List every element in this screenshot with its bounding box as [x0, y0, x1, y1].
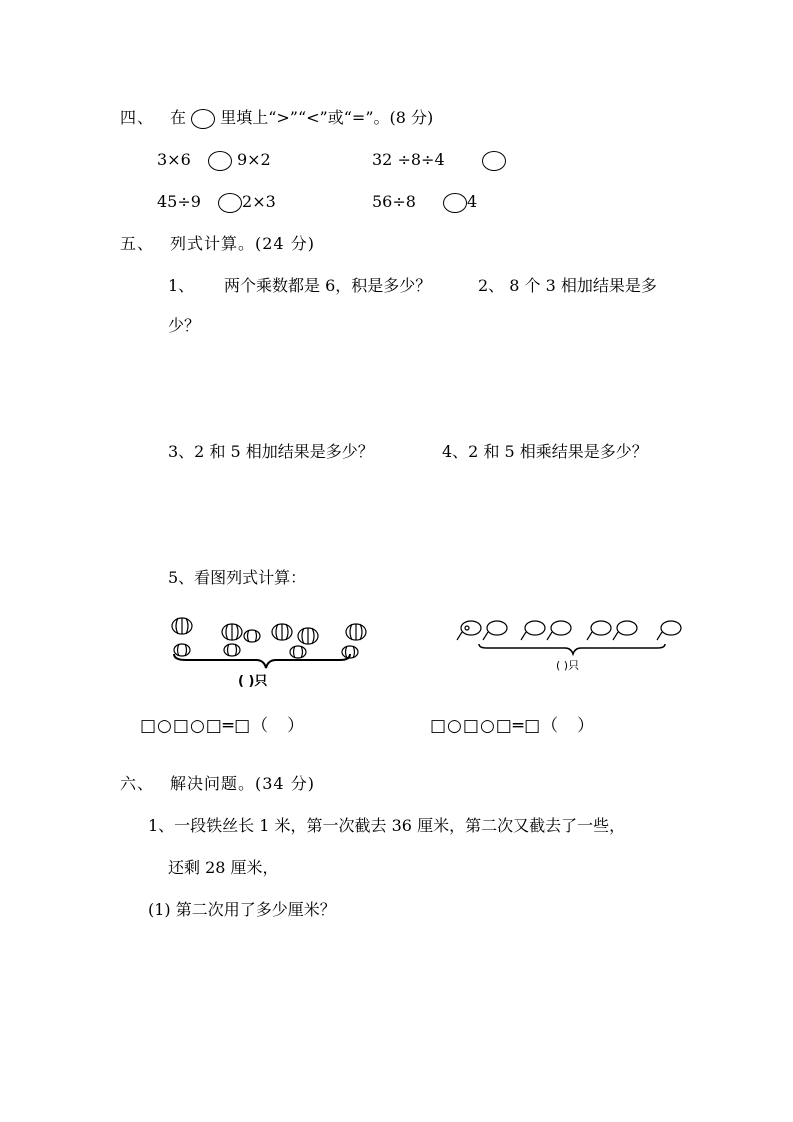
question-3-text: 3、2 和 5 相加结果是多少？	[168, 442, 374, 461]
problem-1-line-1: 1、一段铁丝长 1 米，第一次截去 36 厘米，第二次又截去了一些，	[148, 816, 626, 835]
compare-item-4-left: 56÷8	[372, 192, 416, 211]
left-equation: □○□○□═□（ ）	[140, 716, 306, 736]
section-5-title: 列式计算。(24 分)	[170, 234, 315, 253]
question-1-number: 1、	[168, 276, 195, 295]
section-4-title-post: 里填上“>”“<”或“=”。(8 分)	[220, 108, 434, 127]
question-4-text: 4、2 和 5 相乘结果是多少？	[442, 442, 648, 461]
compare-circle-3[interactable]	[218, 193, 242, 213]
compare-row-2-left	[157, 192, 276, 213]
pumpkin-icon	[172, 618, 366, 658]
right-count-label: ( )只	[556, 659, 580, 672]
paddle-icon	[457, 621, 681, 640]
compare-circle-1[interactable]	[208, 151, 232, 171]
section-5-number: 五、	[120, 234, 155, 253]
compare-item-4-right: 4	[467, 192, 478, 211]
question-2-text: 2、 8 个 3 相加结果是多	[478, 276, 657, 295]
compare-item-3-left: 45÷9	[157, 192, 201, 211]
section-4-title	[170, 108, 433, 129]
compare-row-1-right	[372, 150, 506, 171]
compare-item-1-right: 9×2	[236, 150, 271, 169]
brace-icon	[174, 654, 350, 668]
left-count-label: ( )只	[238, 674, 268, 689]
right-equation: □○□○□═□（ ）	[430, 716, 596, 736]
circle-blank-icon	[191, 109, 215, 129]
section-4-number: 四、	[120, 108, 155, 127]
section-4-title-pre: 在	[170, 108, 187, 127]
compare-item-1-left: 3×6	[157, 150, 191, 169]
compare-row-2-right	[372, 192, 477, 213]
compare-row-1-left	[157, 150, 271, 171]
compare-item-2-left: 32 ÷8÷4	[372, 150, 445, 169]
question-5-text: 5、看图列式计算：	[168, 568, 307, 587]
compare-circle-2[interactable]	[482, 151, 506, 171]
section-6-number: 六、	[120, 774, 155, 793]
problem-1-subquestion-1: (1) 第二次用了多少厘米？	[148, 900, 336, 919]
compare-circle-4[interactable]	[443, 193, 467, 213]
brace-icon	[479, 644, 665, 654]
problem-1-line-2: 还剩 28 厘米，	[168, 858, 279, 877]
question-1-text: 两个乘数都是 6，积是多少？	[224, 276, 432, 295]
section-6-title: 解决问题。(34 分)	[170, 774, 315, 793]
compare-item-3-right: 2×3	[242, 192, 276, 211]
question-2-continuation: 少？	[168, 316, 201, 335]
